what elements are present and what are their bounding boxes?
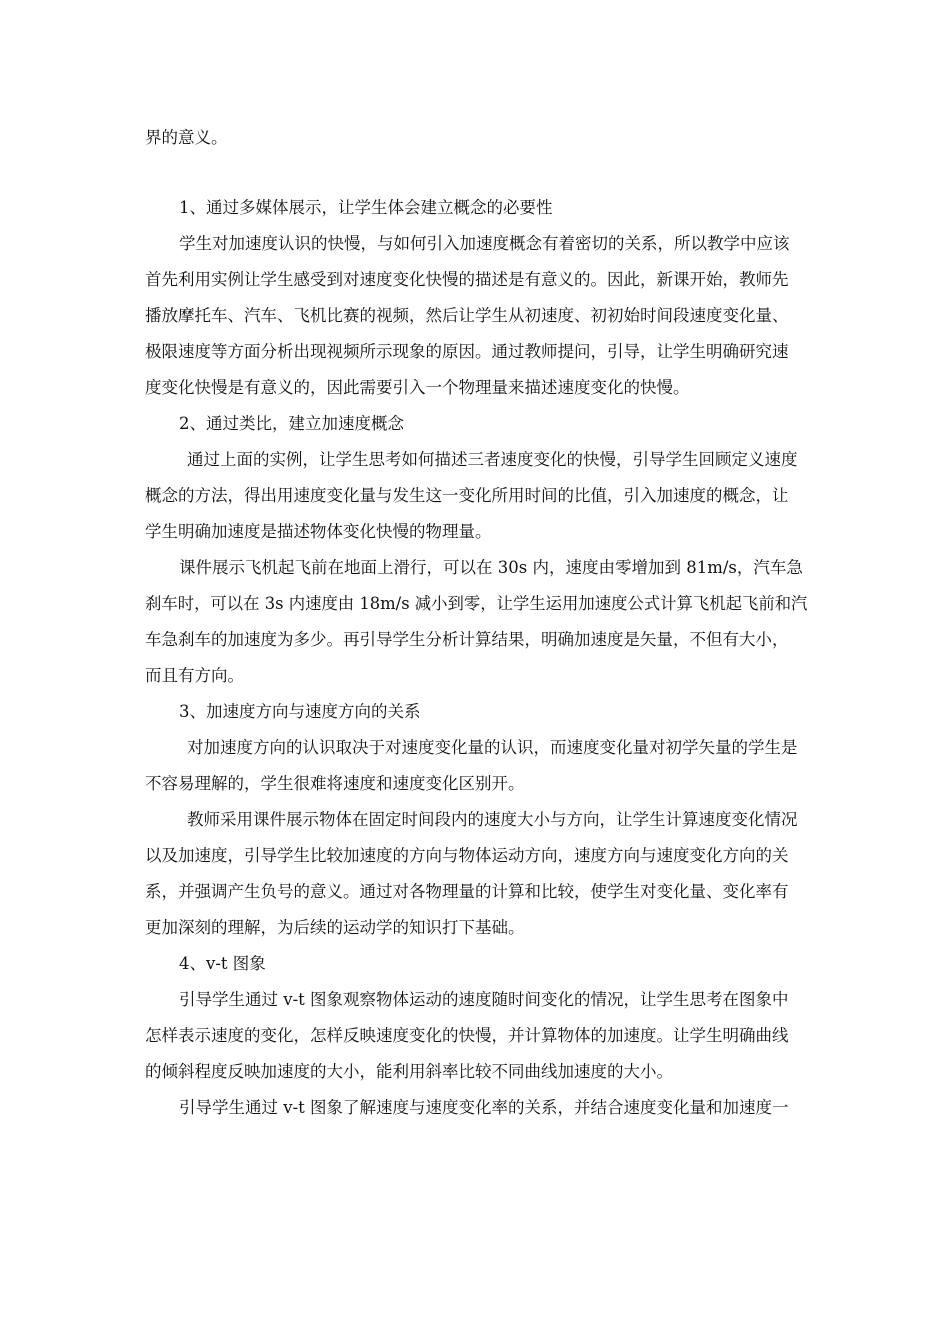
text-line: 学生对加速度认识的快慢，与如何引入加速度概念有着密切的关系，所以教学中应该 [179, 234, 790, 253]
text-line: 对加速度方向的认识取决于对速度变化量的认识，而速度变化量对初学矢量的学生是 [187, 738, 798, 757]
text-line: 概念的方法，得出用速度变化量与发生这一变化所用时间的比值，引入加速度的概念，让 [145, 486, 789, 505]
text-line: 通过上面的实例，让学生思考如何描述三者速度变化的快慢，引导学生回顾定义速度 [187, 450, 798, 469]
text-line: 以及加速度，引导学生比较加速度的方向与物体运动方向，速度方向与速度变化方向的关 [145, 846, 789, 865]
text-line: 刹车时，可以在 3s 内速度由 18m/s 减小到零，让学生运用加速度公式计算飞机起飞前和汽 [145, 594, 808, 613]
text-line: 不容易理解的，学生很难将速度和速度变化区别开。 [145, 774, 525, 793]
text-line: 首先利用实例让学生感受到对速度变化快慢的描述是有意义的。因此，新课开始，教师先 [145, 270, 789, 289]
section-heading: 4、v-t 图象 [179, 954, 266, 973]
section-heading: 2、通过类比，建立加速度概念 [179, 414, 404, 433]
text-line: 的倾斜程度反映加速度的大小，能利用斜率比较不同曲线加速度的大小。 [145, 1062, 673, 1081]
text-line: 引导学生通过 v-t 图象了解速度与速度变化率的关系，并结合速度变化量和加速度一 [179, 1098, 789, 1117]
text-line: 极限速度等方面分析出现视频所示现象的原因。通过教师提问，引导，让学生明确研究速 [145, 342, 789, 361]
section-heading: 1、通过多媒体展示，让学生体会建立概念的必要性 [179, 198, 553, 217]
text-line: 怎样表示速度的变化，怎样反映速度变化的快慢，并计算物体的加速度。让学生明确曲线 [145, 1026, 789, 1045]
section-heading: 3、加速度方向与速度方向的关系 [179, 702, 421, 721]
text-line: 而且有方向。 [145, 666, 244, 685]
text-line: 度变化快慢是有意义的，因此需要引入一个物理量来描述速度变化的快慢。 [145, 378, 690, 397]
text-line: 课件展示飞机起飞前在地面上滑行，可以在 30s 内，速度由零增加到 81m/s，汽车急 [179, 558, 803, 577]
text-line: 教师采用课件展示物体在固定时间段内的速度大小与方向，让学生计算速度变化情况 [187, 810, 798, 829]
text-line: 系，并强调产生负号的意义。通过对各物理量的计算和比较，使学生对变化量、变化率有 [145, 882, 789, 901]
text-line: 学生明确加速度是描述物体变化快慢的物理量。 [145, 522, 492, 541]
text-line: 界的意义。 [145, 128, 228, 147]
text-line: 车急刹车的加速度为多少。再引导学生分析计算结果，明确加速度是矢量，不但有大小， [145, 630, 789, 649]
text-line: 播放摩托车、汽车、飞机比赛的视频，然后让学生从初速度、初初始时间段速度变化量、 [145, 306, 789, 325]
text-line: 更加深刻的理解，为后续的运动学的知识打下基础。 [145, 918, 525, 937]
text-line: 引导学生通过 v-t 图象观察物体运动的速度随时间变化的情况，让学生思考在图象中 [179, 990, 789, 1009]
